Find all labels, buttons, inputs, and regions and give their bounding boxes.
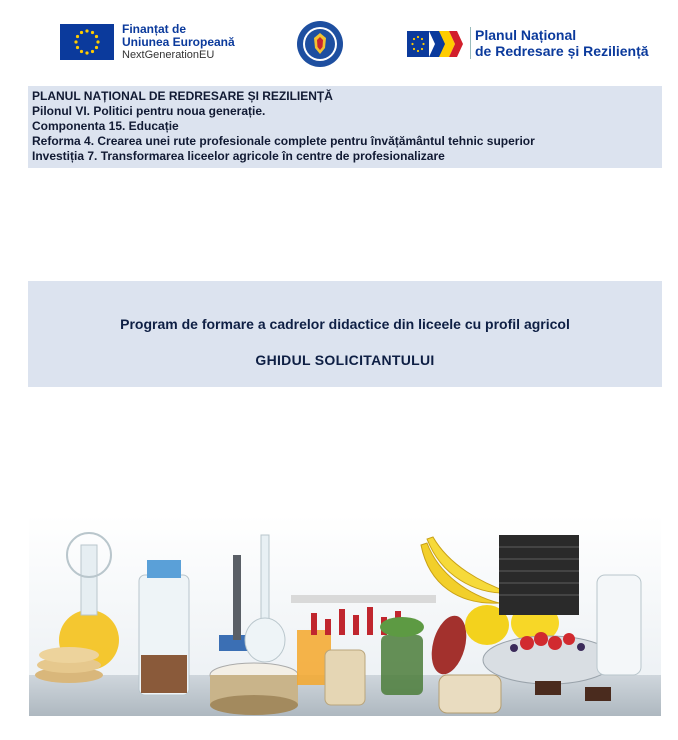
eu-logo-line3: NextGenerationEU xyxy=(122,49,215,61)
pnrr-logo-line2: de Redresare și Reziliență xyxy=(475,43,649,59)
program-line-reform: Reforma 4. Crearea unei rute profesionale complete pentru învățământul tehnic superior xyxy=(32,134,535,148)
eu-logo-line1: Finanțat de xyxy=(122,22,187,36)
pnrr-flag-icon xyxy=(407,27,465,61)
program-line-pillar: Pilonul VI. Politici pentru noua generație. xyxy=(32,104,266,118)
program-line-plan: PLANUL NAȚIONAL DE REDRESARE ȘI REZILIENȚĂ xyxy=(32,89,333,103)
document-title: Program de formare a cadrelor didactice din liceele cu profil agricol xyxy=(120,316,570,332)
title-box xyxy=(28,281,662,387)
eu-flag-icon xyxy=(60,24,114,60)
eu-logo-text xyxy=(122,23,235,62)
header-logos xyxy=(0,14,678,74)
document-subtitle: GHIDUL SOLICITANTULUI xyxy=(255,352,435,368)
program-info-box xyxy=(28,86,662,168)
program-line-component: Componenta 15. Educație xyxy=(32,119,179,133)
pnrr-logo-line1: Planul Național xyxy=(475,27,577,43)
program-line-investment: Investiția 7. Transformarea liceelor agricole în centre de profesionalizare xyxy=(32,149,445,163)
pnrr-logo-text xyxy=(470,27,649,59)
romanian-government-seal-icon xyxy=(296,20,344,68)
eu-logo-line2: Uniunea Europeană xyxy=(122,35,235,49)
lab-food-photo xyxy=(29,515,661,716)
